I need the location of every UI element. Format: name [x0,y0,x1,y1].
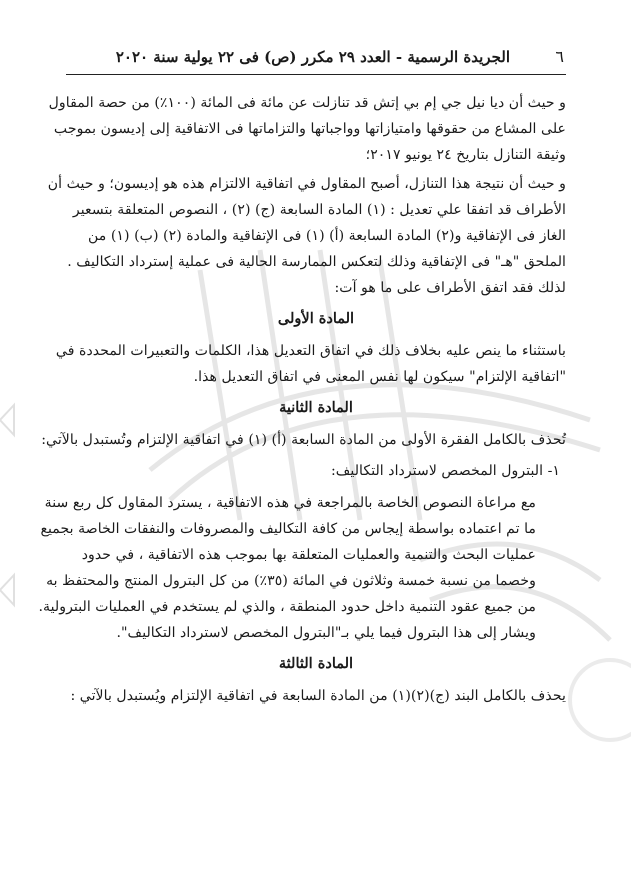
text-line: باستثناء ما ينص عليه بخلاف ذلك في اتفاق التعديل هذا، الكلمات والتعبيرات المحددة في [55,343,566,359]
article-3-text: يحذف بالكامل البند (ج)(٢)(١) من المادة السابعة في اتفاقية الإلتزام ويُستبدل بالآتي : [70,688,566,704]
text-line: الملحق "هـ" فى الإتفاقية وذلك لتعكس الممارسة الحالية فى عملية إسترداد التكاليف . [67,254,566,270]
text-line: وخصما من نسبة خمسة وثلاثون في المائة (٣٥٪) من كل البترول المنتج والمحتفظ به [46,573,536,589]
text-line: و حيث أن ديا نيل جي إم بي إتش قد تنازلت عن مائة فى المائة (١٠٠٪) من حصة المقاول [48,95,566,111]
paragraph-agreement: لذلك فقد اتفق الأطراف على ما هو آت: [334,280,566,296]
item-1-body [38,490,566,646]
document-body [38,90,566,714]
text-line: ما تم اعتماده بواسطة إيجاس من كافة التكاليف والمصروفات والنفقات الخاصة بجميع [40,521,536,537]
article-1-heading: المادة الأولى [277,310,355,327]
page-number: ٦ [555,47,564,66]
article-1-text [55,338,566,390]
text-line: وثيقة التنازل بتاريخ ٢٤ يونيو ٢٠١٧؛ [365,147,566,163]
article-2-heading: المادة الثانية [279,399,353,416]
text-line: على المشاع من حقوقها وامتيازاتها وواجباتها والتزاماتها فى الاتفاقية إلى إديسون بموجب [53,121,566,137]
text-line: "اتفاقية الإلتزام" سيكون لها نفس المعنى في اتفاق التعديل هذا. [193,369,566,385]
gazette-title: الجريدة الرسمية - العدد ٢٩ مكرر (ص) فى ٢٢ يولية سنة ٢٠٢٠ [115,48,510,66]
article-2-text: تُحذف بالكامل الفقرة الأولى من المادة السابعة (أ) (١) في اتفاقية الإلتزام وتُستبدل بالآتي: [41,432,566,448]
page-header [66,44,566,75]
text-line: من جميع عقود التنمية داخل حدود المنطقة ، والذي لم يستخدم في العمليات البترولية. [38,599,536,615]
paragraph-amendment-scope [47,171,566,275]
paragraph-assignment [48,90,566,168]
item-1-title: ١- البترول المخصص لاسترداد التكاليف: [330,463,560,479]
text-line: الأطراف قد اتفقا علي تعديل : (١) المادة السابعة (ج) (٢) ، النصوص المتعلقة بتسعير [72,202,566,218]
text-line: عمليات البحث والتنمية والعمليات المتعلقة بها بموجب هذه الاتفاقية ، في حدود [81,547,536,563]
text-line: الغاز فى الإتفاقية و(٢) المادة السابعة (أ) (١) فى الإتفاقية والمادة (٢) (ب) (١) من [87,228,566,244]
text-line: مع مراعاة النصوص الخاصة بالمراجعة في هذه الاتفاقية ، يسترد المقاول كل ربع سنة [44,495,536,511]
text-line: ويشار إلى هذا البترول فيما يلي بـ"البترول المخصص لاسترداد التكاليف". [116,625,536,641]
text-line: و حيث أن نتيجة هذا التنازل، أصبح المقاول في اتفاقية الالتزام هذه هو إديسون؛ و حيث أن [47,176,566,192]
article-3-heading: المادة الثالثة [278,655,354,672]
